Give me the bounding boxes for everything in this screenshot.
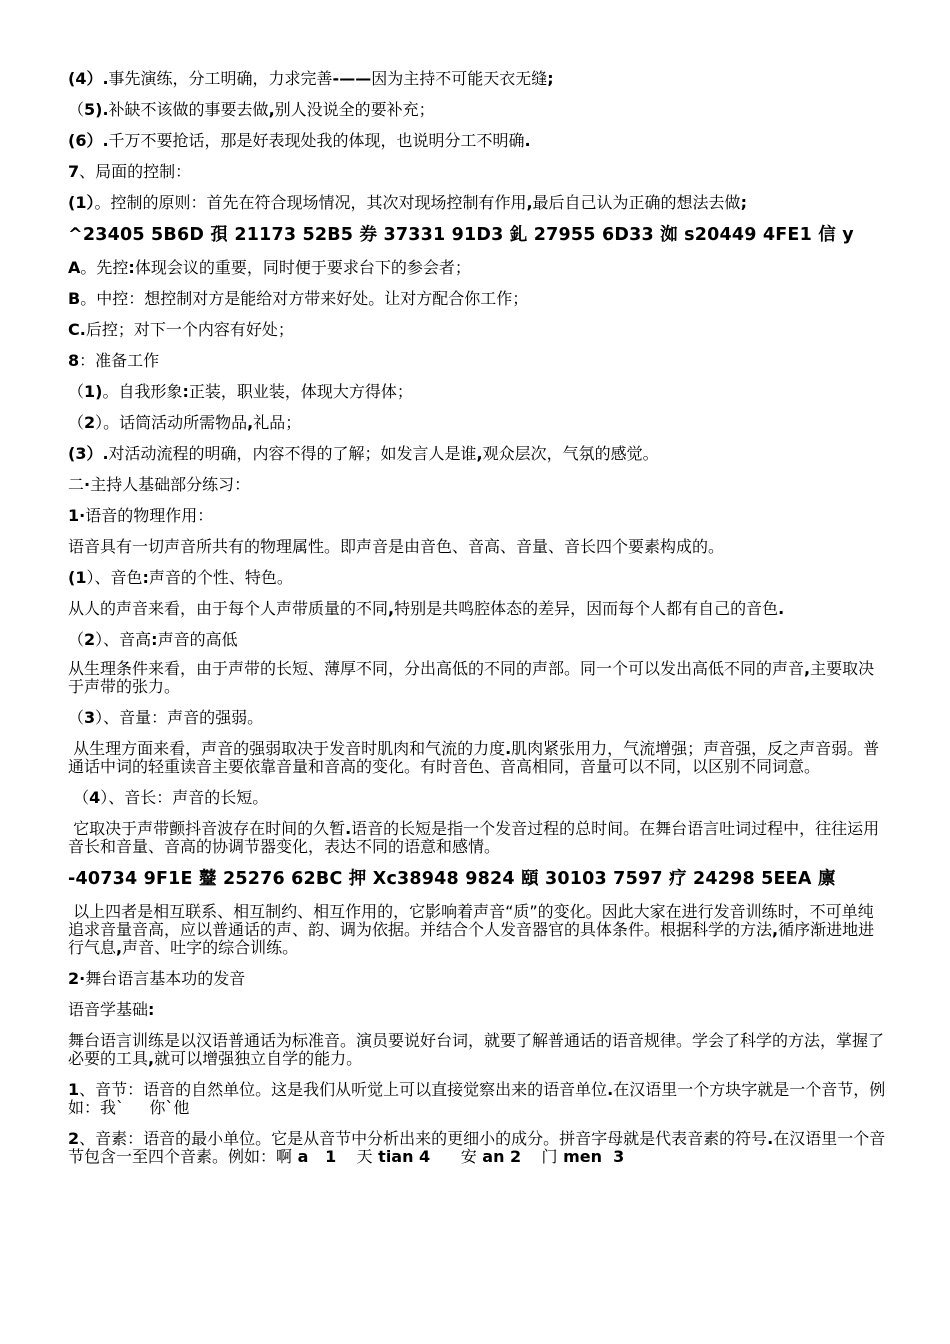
paragraph-stage-language: 舞台语言训练是以汉语普通话为标准音。演员要说好台词，就要了解普通话的语音规律。学会了科学的方法，掌握了必要的工具,就可以增强独立自学的能力。	[68, 1031, 885, 1068]
line-3: (6）.千万不要抢话，那是好表现处我的体现，也说明分工不明确.	[68, 131, 531, 150]
item-timbre: (1）、音色:声音的个性、特色。	[68, 568, 293, 587]
line-1: (4）.事先演练，分工明确，力求完善-——因为主持不可能天衣无缝;	[68, 69, 554, 88]
paragraph-duration: 它取决于声带颤抖音波存在时间的久暂.语音的长短是指一个发音过程的总时间。在舞台语言吐词过程中，往往运用音长和音量、音高的协调节器变化，表达不同的语意和感情。	[68, 819, 880, 856]
heading-8: 8：准备工作	[68, 351, 160, 370]
line-a: A。先控:体现会议的重要，同时便于要求台下的参会者；	[68, 258, 471, 277]
code-line-1: ^23405 5B6D 孭 21173 52B5 券 37331 91D3 釓 27955 6D33 洳 s20449 4FE1 信 y	[68, 225, 854, 245]
item-volume: （3）、音量：声音的强弱。	[68, 708, 264, 727]
item-duration: （4）、音长：声音的长短。	[68, 788, 269, 807]
line-8-3: (3）.对活动流程的明确，内容不得的了解；如发言人是谁,观众层次，气氛的感觉。	[68, 444, 659, 463]
document-page	[68, 70, 886, 1179]
line-5: (1）。控制的原则：首先在符合现场情况，其次对现场控制有作用,最后自己认为正确的想法去做;	[68, 193, 747, 212]
paragraph-pitch: 从生理条件来看，由于声带的长短、薄厚不同，分出高低的不同的声部。同一个可以发出高低不同的声音,主要取决于声带的张力。	[68, 659, 875, 696]
line-b: B。中控：想控制对方是能给对方带来好处。让对方配合你工作；	[68, 289, 529, 308]
paragraph-phoneme: 2、音素：语音的最小单位。它是从音节中分析出来的更细小的成分。拼音字母就是代表音素的符号.在汉语里一个音节包含一至四个音素。例如：啊 a 1 天 tian 4 安 an 2 门 men 3	[68, 1129, 886, 1166]
phonetics-label: 语音学基础:	[68, 1000, 155, 1019]
paragraph-intro: 语音具有一切声音所共有的物理属性。即声音是由音色、音高、音量、音长四个要素构成的。	[68, 537, 725, 556]
line-c: C.后控；对下一个内容有好处；	[68, 320, 294, 339]
code-line-2: -40734 9F1E 鼞 25276 62BC 押 Xc38948 9824 頤 30103 7597 疗 24298 5EEA 廪	[68, 869, 836, 889]
paragraph-syllable: 1、音节：语音的自然单位。这是我们从听觉上可以直接觉察出来的语音单位.在汉语里一个方块字就是一个音节，例如：我` 你`他	[68, 1080, 886, 1117]
line-2: （5).补缺不该做的事要去做,别人没说全的要补充；	[68, 100, 435, 119]
subheading-2: 2·舞台语言基本功的发音	[68, 969, 246, 988]
section-2-heading: 二·主持人基础部分练习：	[68, 475, 251, 494]
item-pitch: （2）、音高:声音的高低	[68, 630, 238, 649]
line-8-1: （1)。自我形象:正装，职业装，体现大方得体；	[68, 382, 413, 401]
subheading-1: 1·语音的物理作用：	[68, 506, 214, 525]
heading-7: 7、局面的控制：	[68, 162, 192, 181]
paragraph-volume: 从生理方面来看，声音的强弱取决于发音时肌肉和气流的力度.肌肉紧张用力，气流增强；声音强，反之声音弱。普通话中词的轻重读音主要依靠音量和音高的变化。有时音色、音高相同，音量可以不同，以区别不同词意。	[68, 739, 880, 776]
line-8-2: （2）。话筒活动所需物品,礼品；	[68, 413, 302, 432]
paragraph-summary: 以上四者是相互联系、相互制约、相互作用的，它影响着声音“质”的变化。因此大家在进行发音训练时，不可单纯追求音量音高，应以普通话的声、韵、调为依据。并结合个人发音器官的具体条件。根据科学的方法,循序渐进地进行气息,声音、吐字的综合训练。	[68, 902, 875, 957]
paragraph-timbre: 从人的声音来看，由于每个人声带质量的不同,特别是共鸣腔体态的差异，因而每个人都有自己的音色.	[68, 599, 785, 618]
